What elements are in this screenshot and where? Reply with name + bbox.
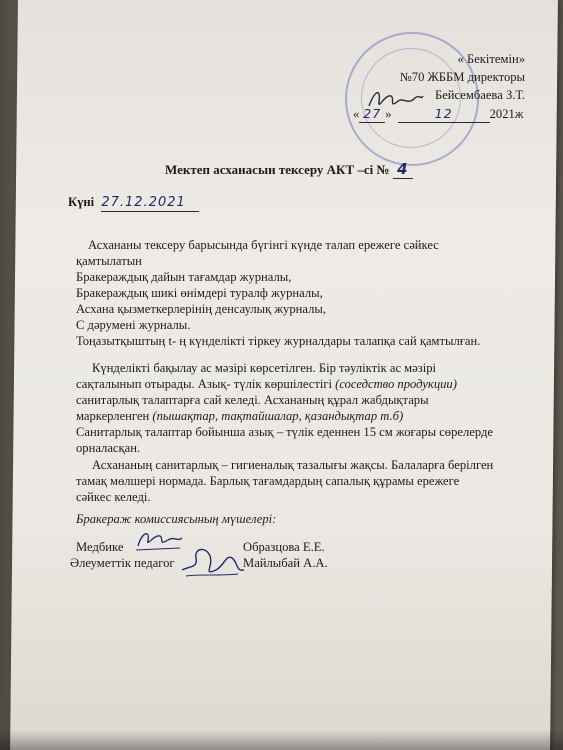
p2-line-2 [76, 377, 457, 393]
approval-line-1: « Бекітемін» [457, 52, 525, 66]
p3-line-2: тамақ мөлшері нормада. Барлық тағамдардың сапалық құрамы ережеге [76, 474, 460, 488]
p2-line-3: санитарлық талаптарға сай келеді. Асхананың құрал жабдықтары [76, 393, 429, 407]
p2-line-1: Күнделікті бақылау ас мәзірі көрсетілген. Бір тәуліктік ас мәзірі [92, 361, 437, 375]
document-title [165, 162, 413, 179]
p2-line-5: Санитарлық талаптар бойынша азық – түлік еденнен 15 см жоғары сөрелерде [76, 425, 493, 439]
date-open-quote: « [353, 107, 360, 121]
p1-line-1: Асхананы тексеру барысында бүгінгі күнде талап ережеге сәйкес [88, 238, 439, 252]
director-signature [365, 82, 425, 116]
p2-line-4-italic: (пышақтар, тақтайшалар, қазандықтар т.б) [152, 409, 404, 423]
approval-line-2: №70 ЖББМ директоры [399, 70, 525, 84]
date-label: Күні [68, 195, 95, 209]
p2-line-2-text: сақталынып отырады. Азық- түлік көршілестігі [76, 377, 336, 391]
p1-line-2: қамтылатын [76, 254, 142, 268]
member1-name: Образцова Е.Е. [243, 540, 325, 554]
date-value: 27.12.2021 [101, 195, 199, 212]
date-year: 2021ж [489, 107, 524, 121]
member1-role: Медбике [76, 540, 124, 554]
p1-line-3: Бракераждық дайын тағамдар журналы, [76, 270, 292, 284]
act-number: 4 [393, 162, 413, 179]
p2-line-6: орналасқан. [76, 441, 141, 455]
p1-line-4: Бракераждық шикі өнімдері туралф журналы, [76, 286, 323, 300]
p1-line-6: С дәрумені журналы. [76, 318, 191, 332]
p1-line-7: Тоңазытқыштың t- ң күнделікті тіркеу журналдары талапқа сай қамтылған. [76, 334, 481, 348]
p3-line-3: сәйкес келеді. [76, 490, 151, 504]
p2-line-4 [76, 409, 403, 425]
p1-line-5: Асхана қызметкерлерінің денсаулық журналы, [76, 302, 326, 316]
commission-heading: Бракераж комиссиясының мүшелері: [76, 512, 277, 526]
date-close-quote: » [385, 107, 392, 121]
member2-role: Әлеуметтік педагог [70, 556, 175, 570]
date-line [68, 195, 199, 212]
p2-line-4-text: маркерленген [76, 409, 153, 423]
bottom-shadow [0, 730, 563, 750]
date-day: 27 [359, 106, 385, 123]
title-text: Мектеп асханасын тексеру АКТ –сі № [165, 162, 390, 177]
p3-line-1: Асхананың санитарлық – гигиеналық тазалығы жақсы. Балаларға берілген [92, 458, 494, 472]
member2-name: Майлыбай А.А. [243, 556, 328, 570]
date-month: 12 [398, 106, 490, 123]
approval-line-3: Бейсембаева З.Т. [434, 88, 525, 102]
p2-line-2-italic: (соседство продукции) [335, 377, 457, 391]
member2-signature [176, 540, 248, 582]
